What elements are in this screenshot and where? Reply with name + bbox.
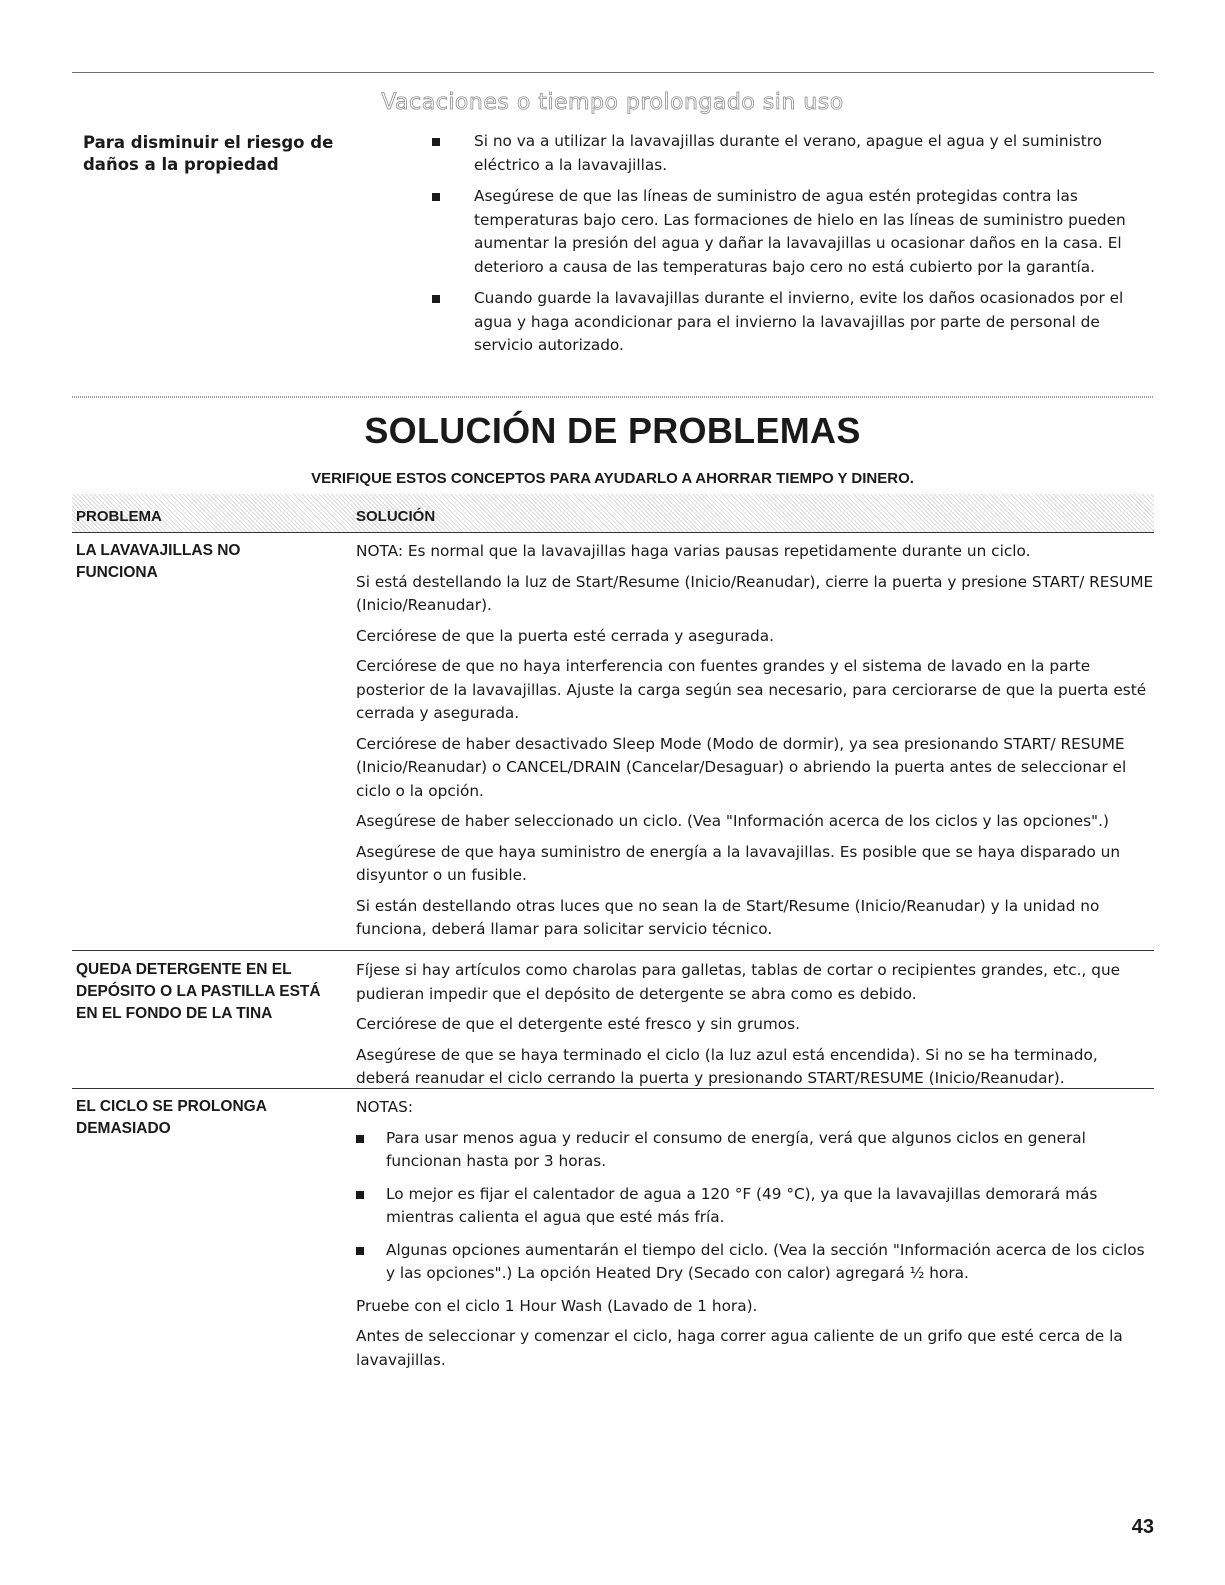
problem-label: LA LAVAVAJILLAS NO FUNCIONA xyxy=(76,542,241,581)
solution-paragraph: Si está destellando la luz de Start/Resume (Inicio/Reanudar), cierre la puerta y presione START/ RESUME (Inicio/Reanudar). xyxy=(356,572,1154,614)
list-item: Asegúrese de que las líneas de suministro de agua estén protegidas contra las temperaturas bajo cero. Las formaciones de hielo en las líneas de suministro pueden aumentar la presión del agua y dañar la lavavajillas u ocasionar daños en la casa. El deterioro a causa de las temperaturas bajo cero no está cubierto por la garantía. xyxy=(430,185,1140,279)
vacation-bullet-list xyxy=(430,130,1140,366)
solution-cell xyxy=(356,959,1156,1098)
table-row xyxy=(72,540,1154,951)
solution-paragraph: Asegúrese de que haya suministro de energía a la lavavajillas. Es posible que se haya disparado un disyuntor o un fusible. xyxy=(356,842,1121,884)
list-item: Para usar menos agua y reducir el consumo de energía, verá que algunos ciclos en general funcionan hasta por 3 horas. xyxy=(356,1127,1156,1174)
solution-paragraph: Cerciórese de que la puerta esté cerrada y asegurada. xyxy=(356,626,774,645)
solution-paragraph: Fíjese si hay artículos como charolas para galletas, tablas de cortar o recipientes grandes, etc., que pudieran impedir que el depósito de detergente se abra como es debido. xyxy=(356,961,1121,1003)
solution-paragraph: Asegúrese de que se haya terminado el ciclo (la luz azul está encendida). Si no se ha terminado, deberá reanudar el ciclo cerrando la puerta y presionando START/RESUME (Inicio/Reanudar). xyxy=(356,1045,1098,1087)
solution-paragraph: Cerciórese de que el detergente esté fresco y sin grumos. xyxy=(356,1015,800,1033)
notes-list xyxy=(356,1127,1156,1286)
list-item: Algunas opciones aumentarán el tiempo del ciclo. (Vea la sección "Información acerca de los ciclos y las opciones".) La opción Heated Dry (Secado con calor) agregará ½ hora. xyxy=(356,1239,1156,1286)
list-item: Si no va a utilizar la lavavajillas durante el verano, apague el agua y el suministro eléctrico a la lavavajillas. xyxy=(430,130,1140,177)
table-row xyxy=(72,1096,1154,1396)
notes-label: NOTAS: xyxy=(356,1098,413,1116)
solution-paragraph: Pruebe con el ciclo 1 Hour Wash (Lavado de 1 hora). xyxy=(356,1296,758,1315)
page-title: SOLUCIÓN DE PROBLEMAS xyxy=(364,410,861,451)
table-row xyxy=(72,959,1154,1089)
section-divider xyxy=(72,396,1154,398)
solution-paragraph: Cerciórese de que no haya interferencia con fuentes grandes y el sistema de lavado en la parte posterior de la lavavajillas. Ajuste la carga según sea necesario, para cerciorarse de que la puerta esté cerrada y asegurada. xyxy=(356,657,1147,722)
solution-paragraph: Antes de seleccionar y comenzar el ciclo, haga correr agua caliente de un grifo que esté cerca de la lavavajillas. xyxy=(356,1327,1123,1369)
section-title-vacation: Vacaciones o tiempo prolongado sin uso xyxy=(381,90,844,115)
table-header xyxy=(72,494,1154,533)
solution-cell xyxy=(356,540,1156,949)
vacation-side-label: Para disminuir el riesgo de daños a la propiedad xyxy=(83,133,334,174)
top-divider xyxy=(72,72,1154,73)
list-item: Lo mejor es fijar el calentador de agua a 120 °F (49 °C), ya que la lavavajillas demorará más mientras calienta el agua que esté más fría. xyxy=(356,1183,1156,1230)
column-header-solution: SOLUCIÓN xyxy=(356,508,436,525)
solution-cell xyxy=(356,1096,1156,1379)
problem-label: QUEDA DETERGENTE EN EL DEPÓSITO O LA PASTILLA ESTÁ EN EL FONDO DE LA TINA xyxy=(76,961,321,1022)
solution-paragraph: Cerciórese de haber desactivado Sleep Mode (Modo de dormir), ya sea presionando START/ RESUME (Inicio/Reanudar) o CANCEL/DRAIN (Cancelar/Desaguar) o abriendo la puerta antes de seleccionar el ciclo o la opción. xyxy=(356,734,1127,800)
solution-paragraph: Si están destellando otras luces que no sean la de Start/Resume (Inicio/Reanudar) y la unidad no funciona, deberá llamar para solicitar servicio técnico. xyxy=(356,896,1100,938)
list-item: Cuando guarde la lavavajillas durante el invierno, evite los daños ocasionados por el agua y haga acondicionar para el invierno la lavavajillas por parte de personal de servicio autorizado. xyxy=(430,287,1140,358)
column-header-problem: PROBLEMA xyxy=(76,508,162,525)
page-number: 43 xyxy=(1131,1516,1154,1538)
problem-label: EL CICLO SE PROLONGA DEMASIADO xyxy=(76,1098,267,1137)
solution-paragraph: Asegúrese de haber seleccionado un ciclo. (Vea "Información acerca de los ciclos y las opciones".) xyxy=(356,812,1109,830)
solution-paragraph: NOTA: Es normal que la lavavajillas haga varias pausas repetidamente durante un ciclo. xyxy=(356,542,1031,560)
page-subtitle: VERIFIQUE ESTOS CONCEPTOS PARA AYUDARLO A AHORRAR TIEMPO Y DINERO. xyxy=(311,470,914,487)
